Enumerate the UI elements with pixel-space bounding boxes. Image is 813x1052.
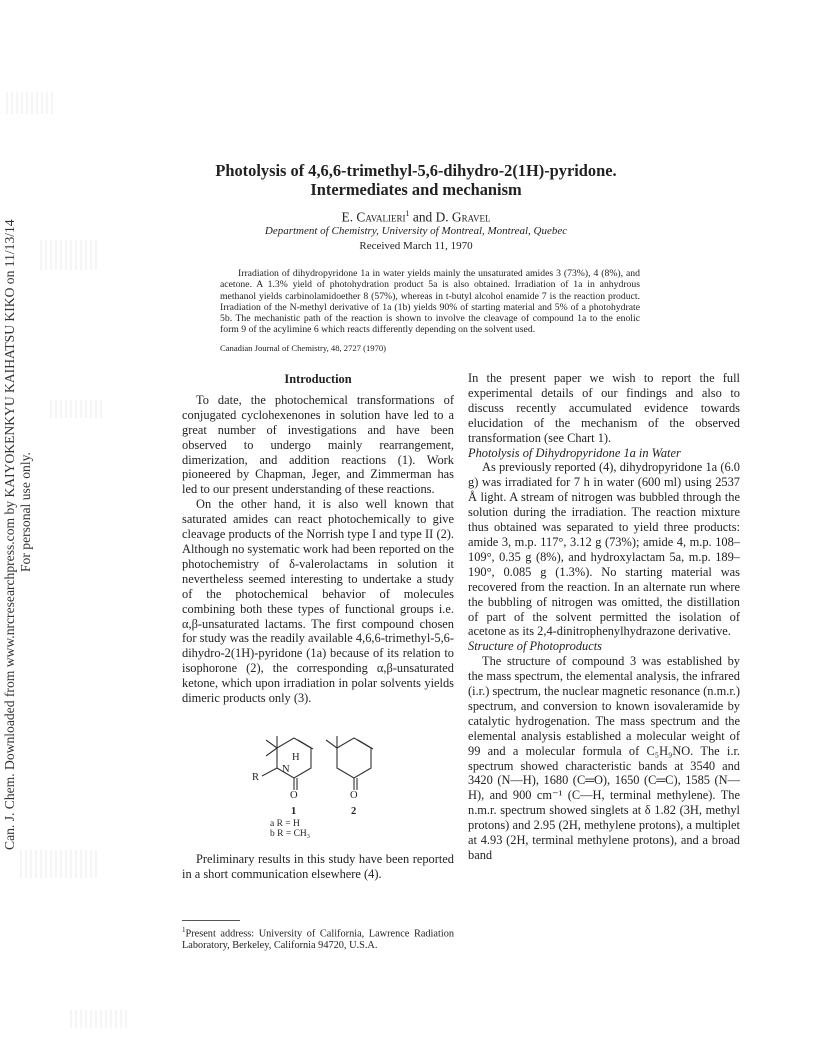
scan-speckle: [70, 1010, 130, 1028]
intro-paragraph-3: Preliminary results in this study have been reported in a short communication elsewhere (4).: [182, 852, 454, 881]
methyl-bond: [326, 740, 337, 748]
intro-paragraph-2: On the other hand, it is also well known that saturated amides can react photochemically to give cleavage products of the Norrish type I and type II (2). Although no systematic work had been reported on the photochemistry of δ-valerolactams in solution it nevertheless seemed interesting to undertake a study of the photochemical behavior of molecules combining both these types of functional groups i.e. α,β-unsaturated lactams. The first compound chosen for study was the readily available 4,6,6-trimethyl-5,6-dihydro-2(1H)-pyridone (1a) because of its relation to isophorone (2), the corresponding α,β-unsaturated ketone, which upon irradiation in polar solvents yields dimeric products only (3).: [182, 497, 454, 706]
o-atom-label-2: O: [350, 790, 358, 801]
methyl-bond: [266, 748, 277, 756]
author-conjunction: and: [409, 209, 436, 225]
author-1-footnote-mark: 1: [405, 209, 410, 218]
left-column-continued: [182, 852, 454, 882]
variant-b-label: b R = CH₃: [270, 829, 311, 839]
footnote-rule: [182, 920, 240, 921]
download-stamp: [0, 170, 36, 850]
ring-1-double-bond: [298, 740, 313, 749]
scan-speckle: [40, 240, 100, 270]
n-r-bond: [262, 768, 277, 776]
ring-2-bonds: [337, 738, 371, 778]
ring-2-double-bond: [358, 740, 373, 749]
title-line1: Photolysis of 4,6,6-trimethyl-5,6-dihydro-2(1H)-pyridone.: [215, 161, 617, 180]
chemical-structures: [182, 730, 454, 840]
paper-title: [200, 161, 632, 199]
footnote: [182, 924, 454, 952]
author-1: E. Cavalieri: [341, 209, 406, 225]
scan-speckle: [50, 400, 105, 418]
subsection-heading-photolysis: Photolysis of Dihydropyridone 1a in Water: [468, 445, 681, 460]
section-heading-introduction: Introduction: [284, 372, 352, 386]
body-paragraph-3: The structure of compound 3 was established by the mass spectrum, the elemental analysis, the infrared (i.r.) spectrum, the nuclear magnetic resonance (n.m.r.) spectrum, and conversion to known isovaleramide by catalytic hydrogenation. The mass spectrum and the elemental analysis established a molecular weight of 99 and a molecular formula of C₅H₉NO. The i.r. spectrum showed characteristic bands at 3540 and 3420 (N—H), 1680 (C═O), 1650 (C═C), 1585 (N—H), and 900 cm⁻¹ (C—H, terminal methylene). The n.m.r. spectrum showed singlets at δ 1.82 (3H, methyl protons) and 2.95 (2H, methylene protons), a multiplet at 4.93 (2H, terminal methylene protons), and a broad band: [468, 654, 740, 862]
received-date: Received March 11, 1970: [359, 240, 473, 252]
download-stamp-line1: Can. J. Chem. Downloaded from www.nrcresearchpress.com by KAIYOKENKYU KAIHATSU KIKO on 11/13/14: [2, 219, 17, 850]
variant-a-label: a R = H: [270, 819, 300, 829]
intro-paragraph-1: To date, the photochemical transformations of conjugated cyclohexenones in solution have led to a great number of investigations and have been observed to undergo mainly rearrangement, dimerization, and addition reactions (1). Work pioneered by Chapman, Jeger, and Zimmerman has led to our present understanding of these reactions.: [182, 392, 454, 497]
footnote-text: Present address: University of California, Lawrence Radiation Laboratory, Berkeley, California 94720, U.S.A.: [182, 928, 454, 952]
scan-speckle: [6, 92, 56, 114]
title-line2: Intermediates and mechanism: [310, 180, 522, 199]
scan-speckle: [20, 850, 100, 878]
footnote-mark: 1: [182, 926, 186, 934]
compound-label-1: 1: [291, 806, 297, 817]
author-2: D. Gravel: [435, 209, 491, 225]
h-atom-label: H: [292, 752, 300, 763]
journal-citation: Canadian Journal of Chemistry, 48, 2727 (1970): [220, 343, 387, 353]
author-line: [200, 209, 632, 225]
n-atom-label: N: [282, 764, 290, 775]
body-paragraph-2: As previously reported (4), dihydropyridone 1a (6.0 g) was irradiated for 7 h in water (600 ml) using 2537 Å light. A stream of nitrogen was bubbled through the solution during the irradiation. The reaction mixture thus obtained was separated to yield three products: amide 3, m.p. 117°, 3.12 g (73%); amide 4, m.p. 108–109°, 0.35 g (8%), and hydroxylactam 5a, m.p. 189–190°, 0.085 g (1.3%). No starting material was recovered from the reaction. In an alternate run where the bubbling of nitrogen was omitted, the distillation of part of the solvent permitted the isolation of acetone as its 2,4-dinitrophenylhydrazone derivative.: [468, 460, 740, 639]
abstract: Irradiation of dihydropyridone 1a in water yields mainly the unsaturated amides 3 (73%), 4 (8%), and acetone. A 1.3% yield of photohydration product 5a is also obtained. Irradiation of 1a in anhydrous methanol yields carbinolamidoether 8 (57%), whereas in t-butyl alcohol enamide 7 is the reaction product. Irradiation of the N-methyl derivative of 1a (1b) yields 90% of starting material and 5% of a photohydrate 5b. The mechanistic path of the reaction is shown to involve the cleavage of compound 1a to the enolic form 9 of the acylimine 6 which reacts differently depending on the solvent used.: [220, 268, 640, 336]
o-atom-label-1: O: [290, 790, 298, 801]
r-group-label: R: [252, 772, 260, 783]
body-paragraph-1: In the present paper we wish to report the full experimental details of our findings and also to discuss recently accumulated evidence towards elucidation of the mechanism of the observed transformation (see Chart 1).: [468, 371, 740, 445]
compound-label-2: 2: [351, 806, 357, 817]
subsection-heading-structure: Structure of Photoproducts: [468, 639, 602, 654]
structure-drawing: [182, 730, 454, 840]
left-column: [182, 372, 454, 706]
right-column: [468, 371, 740, 863]
download-stamp-line2: For personal use only.: [18, 452, 33, 572]
methyl-bond: [266, 740, 277, 748]
affiliation: Department of Chemistry, University of Montreal, Montreal, Quebec: [264, 225, 568, 237]
